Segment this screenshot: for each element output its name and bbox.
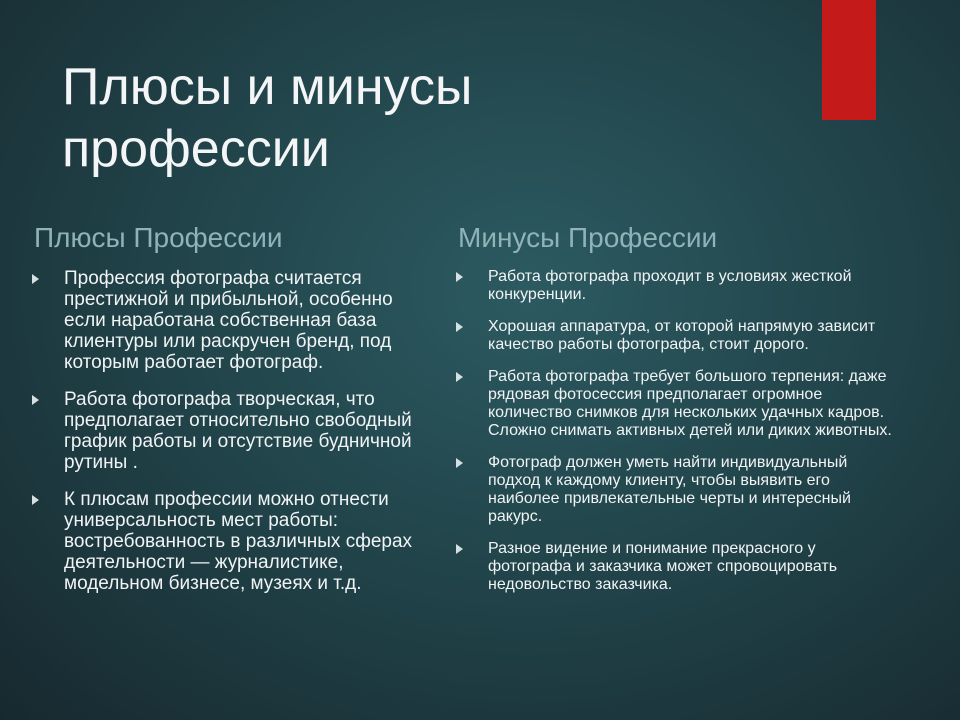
bullet-arrow-icon [32,395,39,405]
bullet-arrow-icon [456,272,463,282]
list-item [454,318,894,354]
list-item-text: Работа фотографа проходит в условиях жесткой конкуренции. [488,268,852,303]
bullet-arrow-icon [456,544,463,554]
bullet-arrow-icon [32,495,39,505]
bullet-arrow-icon [456,322,463,332]
list-item [454,268,894,304]
pros-heading: Плюсы Профессии [34,222,283,253]
pros-list [30,268,430,610]
list-item-text: Разное видение и понимание прекрасного у фотографа и заказчика может спровоцировать недовольство заказчика. [488,540,838,593]
list-item [30,268,430,373]
bullet-arrow-icon [456,372,463,382]
bullet-arrow-icon [456,458,463,468]
accent-bar [822,0,876,120]
list-item-text: Хорошая аппаратура, от которой напрямую зависит качество работы фотографа, стоит дорого. [488,318,876,353]
list-item [454,540,894,594]
list-item [454,368,894,440]
slide-title: Плюсы и минусы профессии [62,58,473,178]
bullet-arrow-icon [32,274,39,284]
list-item [30,489,430,594]
list-item-text: Работа фотографа требует большого терпения: даже рядовая фотосессия предполагает огромное количество снимков для нескольких удачных кадров. Сложно снимать активных детей или диких животных. [488,368,892,439]
list-item-text: Фотограф должен уметь найти индивидуальный подход к каждому клиенту, чтобы выявить его наиболее привлекательные черты и интересный ракурс. [488,454,851,525]
list-item-text: Работа фотографа творческая, что предполагает относительно свободный график работы и отсутствие будничной рутины . [64,389,412,473]
cons-heading: Минусы Профессии [458,222,718,253]
list-item [454,454,894,526]
list-item [30,389,430,473]
cons-list [454,268,894,608]
list-item-text: Профессия фотографа считается престижной и прибыльной, особенно если наработана собственная база клиентуры или раскручен бренд, под которым работает фотограф. [64,268,393,373]
list-item-text: К плюсам профессии можно отнести универсальность мест работы: востребованность в различных сферах деятельности — журналистике, модельном бизнесе, музеях и т.д. [64,489,413,594]
